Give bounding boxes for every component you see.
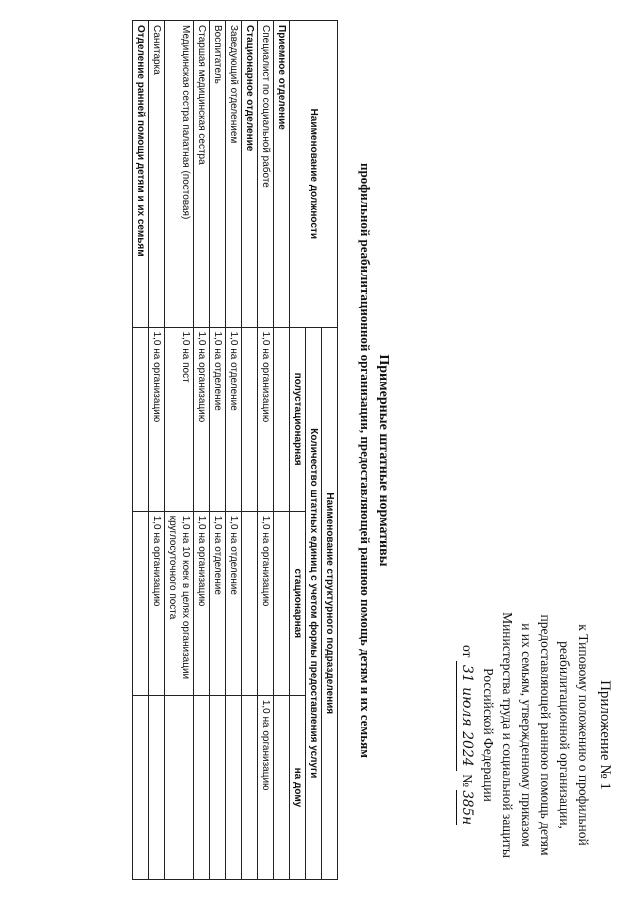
cell-position: Санитарка	[149, 21, 165, 328]
cell-semi	[274, 327, 290, 511]
cell-stat	[242, 511, 258, 695]
cell-stat: 1,0 на организацию	[194, 511, 210, 695]
cell-semi: 1,0 на пост	[165, 327, 194, 511]
cell-position: Воспитатель	[210, 21, 226, 328]
order-prefix: от	[460, 644, 475, 658]
table-section-row	[274, 21, 290, 880]
cell-stat	[133, 511, 149, 695]
header-stationary: стационарная	[290, 511, 306, 695]
header-unit: Наименование структурного подразделения	[322, 327, 338, 879]
appendix-block	[456, 570, 614, 900]
cell-home	[226, 695, 242, 879]
table-row	[194, 21, 210, 880]
table-row	[226, 21, 242, 880]
appendix-line-5: Министерства труда и социальной защиты	[500, 612, 515, 858]
document-subtitle: профильной реабилитационной организации, предоставляющей раннюю помощь детям и их семьям	[358, 162, 373, 759]
cell-stat	[274, 511, 290, 695]
cell-semi	[242, 327, 258, 511]
cell-home	[210, 695, 226, 879]
cell-position: Специалист по социальной работе	[258, 21, 274, 328]
order-date-handwritten: 31 июля 2024	[456, 661, 476, 771]
cell-semi: 1,0 на организацию	[258, 327, 274, 511]
header-staff-count: Количество штатных единиц с учетом формы предоставления услуги	[306, 327, 322, 879]
cell-position: Заведующий отделением	[226, 21, 242, 328]
appendix-line-1: к Типовому положению о профильной	[576, 624, 591, 846]
appendix-line-4: и их семьям, утвержденному приказом	[519, 623, 534, 847]
cell-semi: 1,0 на организацию	[149, 327, 165, 511]
cell-home	[133, 695, 149, 879]
cell-position: Стационарное отделение	[242, 21, 258, 328]
cell-semi: 1,0 на отделение	[226, 327, 242, 511]
order-number-label: №	[460, 774, 475, 787]
document-title: Примерные штатные нормативы	[376, 354, 391, 567]
header-at-home: на дому	[290, 695, 306, 879]
cell-stat: 1,0 на организацию	[149, 511, 165, 695]
cell-stat: 1,0 на организацию	[258, 511, 274, 695]
cell-position: Отделение ранней помощи детям и их семьям	[133, 21, 149, 328]
cell-home	[149, 695, 165, 879]
cell-stat: 1,0 на 10 коек в целях организации круглосуточного поста	[165, 511, 194, 695]
cell-semi: 1,0 на отделение	[210, 327, 226, 511]
cell-home	[165, 695, 194, 879]
order-number-handwritten: 385н	[456, 790, 476, 825]
cell-position: Старшая медицинская сестра	[194, 21, 210, 328]
table-section-row	[133, 21, 149, 880]
cell-home: 1,0 на организацию	[258, 695, 274, 879]
cell-stat: 1,0 на отделение	[226, 511, 242, 695]
table-row	[165, 21, 194, 880]
cell-semi: 1,0 на организацию	[194, 327, 210, 511]
cell-home	[274, 695, 290, 879]
cell-home	[242, 695, 258, 879]
appendix-line-2: реабилитационной организации,	[557, 641, 572, 829]
cell-semi	[133, 327, 149, 511]
table-section-row	[242, 21, 258, 880]
cell-position: Приемное отделение	[274, 21, 290, 328]
table-row	[210, 21, 226, 880]
order-reference	[456, 570, 477, 900]
header-semi-stationary: полустационарная	[290, 327, 306, 511]
cell-position: Медицинская сестра палатная (постовая)	[165, 21, 194, 328]
header-position: Наименование должности	[290, 21, 338, 328]
appendix-title: Приложение № 1	[597, 680, 613, 790]
appendix-line-3: предоставляющей раннюю помощь детям	[538, 614, 553, 856]
table-row	[258, 21, 274, 880]
staffing-norms-table	[132, 20, 338, 880]
cell-stat: 1,0 на отделение	[210, 511, 226, 695]
cell-home	[194, 695, 210, 879]
table-row	[149, 21, 165, 880]
appendix-line-6: Российской Федерации	[481, 668, 496, 802]
